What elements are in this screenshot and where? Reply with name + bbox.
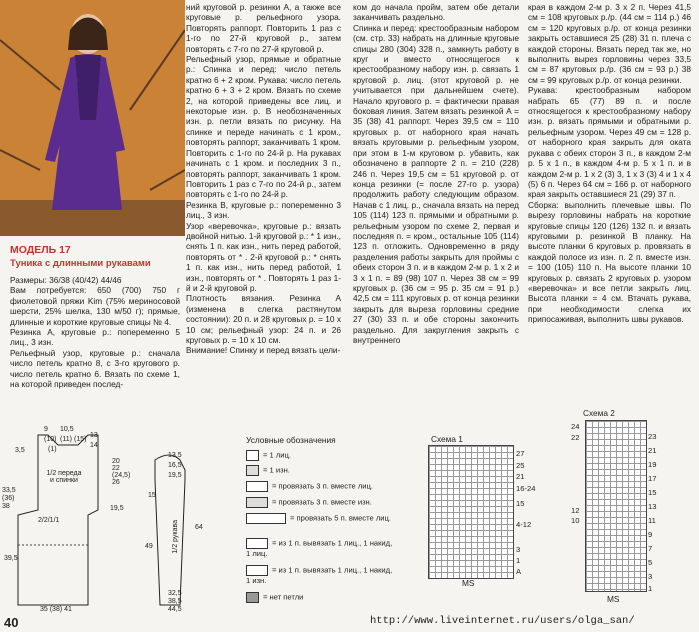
schema-2-row-right: 17	[648, 474, 657, 483]
model-photo	[0, 0, 185, 236]
schema-2-title: Схема 2	[583, 408, 615, 418]
column-3-text: ком до начала пройм, затем обе детали заканчивать раздельно. Спинка и перед: крестообразным набором (см. стр. 33) набрать на длинные круговые спицы 280 (304) 328 п., замкнуть работу в круг и вместо относящегося к крестообразному набору изн. р. связать 1 круговой р. лиц. (этот круговой р. не учитывается при дальнейшем счете). Начало кругового р. = фактически правая боковая линия. Затем вязать резинкой А = 35 (38) 41 раппорт. Через 39,5 см = 110 круговых р. от наборного края начать вязать круговыми р. рельефным узором, при этом в 1-м круговом р. убавить, как обозначено в раппорте 2 п. = 210 (228) 246 п. Через 19,5 см = 51 круговой р. от конца резинки (= после 27-го р. узора) продолжить работу следующим образом. Начав с 1 лиц. р., сначала вязать на перед 105 (114) 123 п. прямыми и обратными р. рельефным узором по схеме 2, первая и последняя п. = кром., остальные 105 (114) 123 п. отложить. Одновременно в ряду разделения работы закрыть для проймы с обеих сторон 3 п. и в каждом 2-м р. 1 х 2 и 3 х 1 п. = 89 (98) 107 п. Через 38 см = 99 круговых р. (36 см = 95 р. 35 см = 91 р.) 42,5 см = 111 круговых р. от конца резинки закрыть для выреза горловины средние 27 (30) 33 п. и обе стороны закончить раздельно. Для закругления закрыть с внутреннего	[353, 2, 519, 345]
schema-2-row-left: 10	[571, 516, 580, 525]
no-stitch-symbol-icon	[246, 592, 259, 603]
schema-2-row-right: 23	[648, 432, 657, 441]
dim-top-5: (10)	[44, 436, 57, 443]
legend-item: = провязать 3 п. вместе лиц.	[246, 481, 373, 492]
schema-2-row-right: 11	[648, 516, 656, 525]
schema-2-row-right: 13	[648, 502, 657, 511]
schema-1-row: 21	[516, 472, 525, 481]
dim-height: 39,5	[4, 555, 18, 562]
body-pattern-diagram	[8, 425, 131, 610]
schema-1-chart	[428, 445, 514, 579]
dim-top-7: (15)	[74, 436, 87, 443]
p3tog-symbol-icon	[246, 497, 268, 508]
schema-2-row-right: 15	[648, 488, 657, 497]
dim-right-5: 19,5	[110, 505, 124, 512]
dim-shoulder: 3,5	[15, 447, 25, 454]
column-4-text: края в каждом 2-м р. 3 х 2 п. Через 41,5 см = 108 круговых р./р. (44 см = 114 р.) 46 см = 120 круговых р./р. от конца резинки закрыть оставшиеся 25 (28) 31 п. плеча с каждой стороны. Вязать перед так же, но выполнить вырез горловины через 33,5 см = 87 круговых р./р. (36 см = 93 р.) 38 см = 99 круговых р./р. от конца резинки. Рукава: крестообразным набором набрать 65 (77) 89 п. и после относящегося к крестообразному набору изн. р. вязать прямыми и обратными р. рельефным узором. Через 49 см = 128 р. от наборного края закрыть для оката рукава с обеих сторон 3 п., в каждом 2-м р. 5 х 1 п., в каждом 4-м р. 5 х 1 п. и в каждом 2-м р. 1 х 2 (3) 3, 1 х 3 (3) 4 и 1 х 4 (5) 6 п. Через 64 см = 166 р. от наборного края закрыть оставшиеся 21 (29) 37 п. Сборка: выполнить плечевые швы. По вырезу горловины набрать на короткие круговые спицы 120 (126) 132 п. и вязать круговыми р. резинкой В планку. На высоте планки 6 круговых р. провязать в каждой полосе из изн. п. 2 п. вместе изн. = 100 (105) 110 п. На высоте планки 10 круговых р. связать 2 круговых р. узором «веревочка» и все петли закрыть лиц. Высота планки = 4 см. Втачать рукава, при необходимости слегка их припосаживая, выполнить швы рукавов.	[528, 2, 691, 325]
schema-2-row-right: 21	[648, 446, 657, 455]
schema-2-row-right: 19	[648, 460, 657, 469]
dim-right-2: 22	[112, 465, 120, 472]
legend-item: = провязать 3 п. вместе изн.	[246, 497, 372, 508]
intro-text: Размеры: 36/38 (40/42) 44/46 Вам потребуется: 650 (700) 750 г фиолетовой пряжи Kim (75% мериносовой шерсти, 25% шелка, 130 м/50 г); прямые, длинные и короткие круговые спицы № 4. Резинка А, круговые р.: попеременно 5 лиц., 3 изн. Рельефный узор, круговые р.: сначала число петель кратно 8, с 3-го кругового р. число петель кратно 6. Вязать по схеме 1, на которой приведен послед-	[10, 275, 180, 390]
k3tog-symbol-icon	[246, 481, 268, 492]
schema-1-row: 3	[516, 545, 521, 554]
legend-item: = из 1 п. вывязать 1 лиц., 1 накид, 1 изн.	[246, 565, 393, 585]
legend-item: = 1 изн.	[246, 465, 290, 476]
model-heading: МОДЕЛЬ 17	[10, 244, 71, 256]
legend-item: = 1 лиц.	[246, 450, 291, 461]
schema-2-label: MS	[607, 594, 620, 604]
page-number: 40	[4, 615, 19, 630]
dim-top-4: 14	[90, 442, 98, 449]
knit-symbol-icon	[246, 450, 259, 461]
sleeve-dim-4: 15	[148, 492, 156, 499]
dim-right-1: 20	[112, 458, 120, 465]
schema-1-row: 25	[516, 461, 525, 470]
schema-1-row: 27	[516, 449, 525, 458]
dim-top-2: 10,5	[60, 426, 74, 433]
schema-1-title: Схема 1	[431, 434, 463, 444]
sleeve-dim-5: 49	[145, 543, 153, 550]
sleeve-dim-9: 44,5	[168, 606, 182, 613]
schema-2-row-left: 22	[571, 433, 580, 442]
dim-left-2: (36)	[2, 495, 15, 502]
schema-2-row-right: 5	[648, 558, 653, 567]
dim-top-3: 13	[90, 432, 98, 439]
schema-2-row-left: 24	[571, 422, 580, 431]
schema-1-label: MS	[462, 578, 475, 588]
sleeve-piece-label: 1/2 рукава	[172, 520, 179, 554]
legend-item: = нет петли	[246, 592, 303, 603]
sleeve-dim-1: 13,5	[168, 452, 182, 459]
dim-left-3: 38	[2, 503, 10, 510]
source-url: http://www.liveinternet.ru/users/olga_san/	[370, 615, 635, 627]
legend-item: = провязать 5 п. вместе лиц.	[246, 513, 391, 524]
dim-top-6: (11)	[60, 436, 72, 443]
dim-top-8: (1)	[48, 446, 57, 453]
k5tog-symbol-icon	[246, 513, 286, 524]
schema-1-row: 15	[516, 499, 525, 508]
dim-left-1: 33,5	[2, 487, 16, 494]
schema-1-row: A	[516, 567, 522, 576]
legend-item: = из 1 п. вывязать 1 лиц., 1 накид, 1 лиц.	[246, 538, 393, 558]
schema-1-row: 1	[516, 556, 521, 565]
purl-symbol-icon	[246, 465, 259, 476]
schema-2-chart	[585, 420, 647, 592]
model-photo-illustration	[0, 0, 185, 236]
sleeve-dim-7: 32,5	[168, 590, 182, 597]
increase-knit-symbol-icon	[246, 538, 268, 549]
dim-top-1: 9	[44, 426, 48, 433]
sleeve-dim-8: 38,5	[168, 598, 182, 605]
dim-width: 35 (38) 41	[40, 606, 72, 613]
schema-2-row-right: 3	[648, 572, 653, 581]
dim-right-3: (24,5)	[112, 472, 131, 479]
dim-right-4: 26	[112, 479, 120, 486]
schema-2-row-right: 9	[648, 530, 653, 539]
schema-1-row: 16-24	[516, 484, 536, 493]
legend-title: Условные обозначения	[246, 435, 336, 445]
dim-mid: 2/2/1/1	[38, 517, 60, 524]
schema-2-row-left: 12	[571, 506, 580, 515]
sleeve-dim-2: 16,5	[168, 462, 182, 469]
schema-2-row-right: 7	[648, 544, 653, 553]
schema-1-row: 4-12	[516, 520, 532, 529]
increase-purl-symbol-icon	[246, 565, 268, 576]
column-2-text: ний круговой р. резинки А, а также все круговые р. рельефного узора. Повторять раппорт. Повторить 1 раз с 1-го по 27-й круговой р., затем повторять с 7-го по 27-й круговой р. Рельефный узор, прямые и обратные р.: Спинка и перед: число петель кратно 6 + 2 кром. Рукава: число петель кратно 6 + 3 + 2 кром. Вязать по схеме 2, на которой приведены все лиц. и некоторые изн. р. В необозначенных изн. р. петли вязать по рисунку. На спинке и переде начинать с 1 кром., повторять раппорт, заканчивать 1 кром. Повторить с 1-го по 24-й р. На рукавах начинать с 1 кром. и последних 3 п., повторять раппорт, заканчивать 1 кром. Повторить 1 раз с 7-го по 24-й р., затем повторять с 1-го по 24-й р. Резинка В, круговые р.: попеременно 3 лиц., 3 изн. Узор «веревочка», круговые р.: вязать двойной нитью. 1-й круговой р.: * 1 изн., снять 1 п. как изн., нить перед работой, повторять от * . 2-й круговой р.: * снять 1 п. как изн., нить перед работой, 1 изн., повторять от * . Повторять 1 раз 1-й и 2-й круговой р. Плотность вязания. Резинка А (изменена в слегка растянутом состоянии): 20 п. и 28 круговых р. = 10 х 10 см; рельефный узор: 24 п. и 26 круговых р. = 10 х 10 см. Внимание! Спинку и перед вязать цели-	[186, 2, 341, 356]
garment-title: Туника с длинными рукавами	[10, 258, 151, 269]
body-piece-label: 1/2 переда и спинки	[46, 470, 82, 484]
sleeve-dim-6: 64	[195, 524, 203, 531]
schema-2-row-right: 1	[648, 584, 653, 593]
sleeve-dim-3: 19,5	[168, 472, 182, 479]
